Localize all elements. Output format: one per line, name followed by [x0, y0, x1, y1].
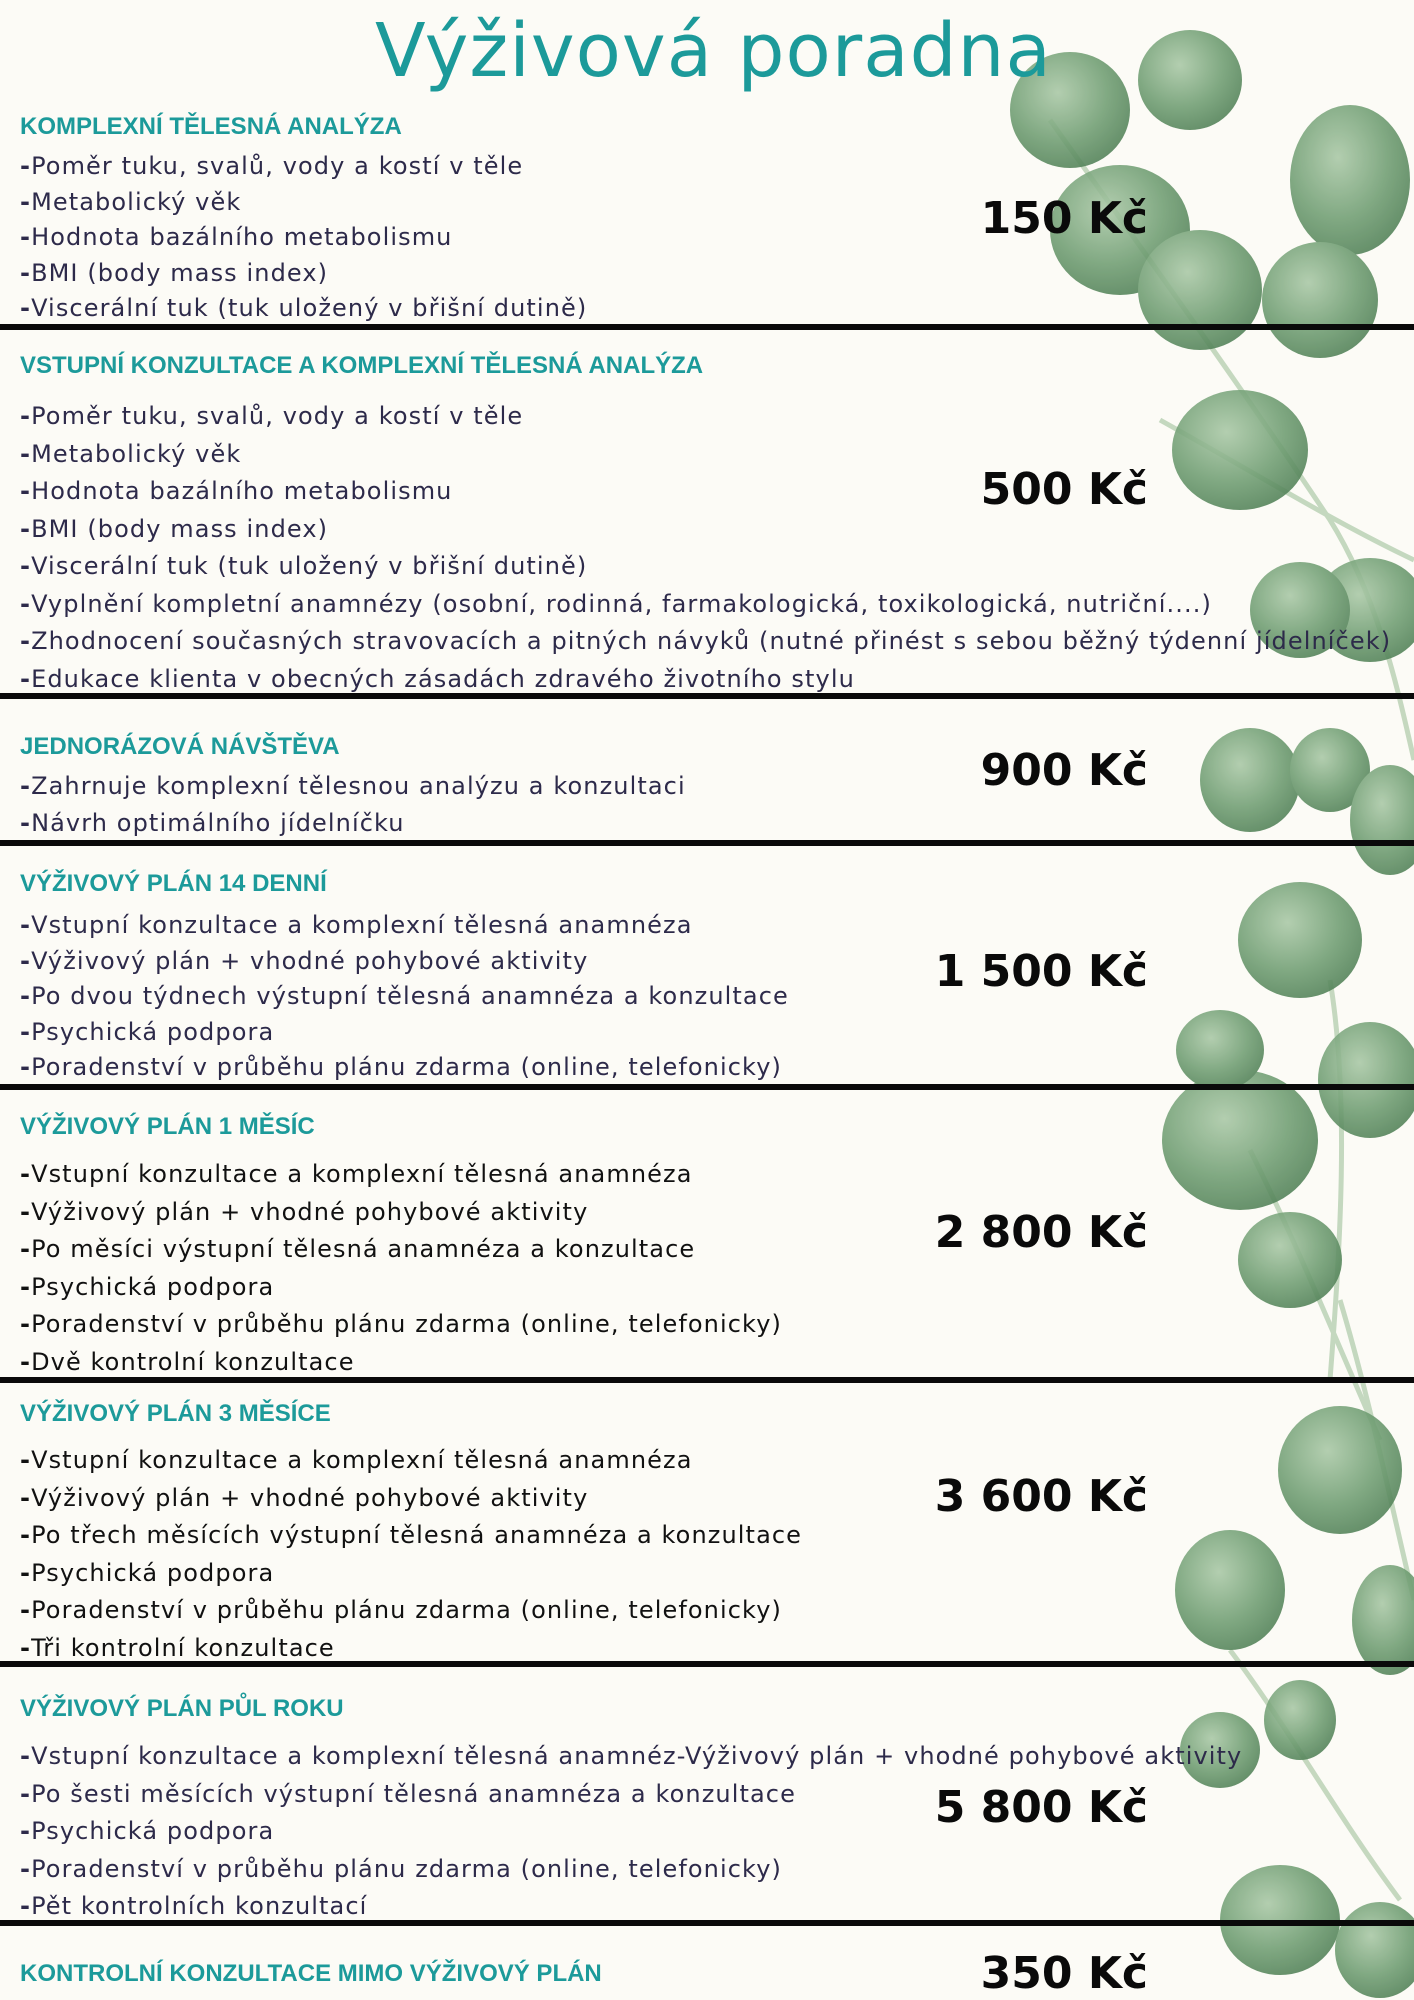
service-item: -Tři kontrolní konzultace — [20, 1633, 335, 1662]
section-divider — [0, 693, 1414, 699]
service-item: -Dvě kontrolní konzultace — [20, 1347, 355, 1376]
service-item: -Psychická podpora — [20, 1017, 275, 1046]
section-divider — [0, 1084, 1414, 1090]
service-items — [20, 1442, 802, 1667]
service-item: -Vstupní konzultace a komplexní tělesná anamnéza — [20, 1446, 693, 1474]
section-divider — [0, 324, 1414, 330]
service-item: -Metabolický věk — [20, 439, 242, 468]
service-item: -Po šesti měsících výstupní tělesná anamnéza a konzultace — [20, 1779, 796, 1808]
service-item: -Vyplnění kompletní anamnézy (osobní, rodinná, farmakologická, toxikologická, nutriční....) — [20, 589, 1212, 618]
service-item: -Poměr tuku, svalů, vody a kostí v těle — [20, 402, 524, 430]
service-items — [20, 768, 686, 842]
service-item: -Výživový plán + vhodné pohybové aktivity — [20, 1197, 589, 1226]
service-item: -Vstupní konzultace a komplexní tělesná anamnéza — [20, 911, 693, 939]
price-label: 900 Kč — [980, 745, 1148, 796]
price-label: 150 Kč — [980, 193, 1148, 244]
service-item: -Vstupní konzultace a komplexní tělesná anamnéza — [20, 1160, 693, 1188]
service-item: -Výživový plán + vhodné pohybové aktivity — [20, 1483, 589, 1512]
service-item: -Zahrnuje komplexní tělesnou analýzu a konzultaci — [20, 772, 686, 800]
service-items — [20, 149, 587, 327]
section-divider — [0, 1920, 1414, 1926]
service-item: -Poradenství v průběhu plánu zdarma (online, telefonicky) — [20, 1310, 782, 1338]
service-item: -Po dvou týdnech výstupní tělesná anamnéza a konzultace — [20, 982, 789, 1010]
service-items — [20, 908, 789, 1086]
service-item: -Poradenství v průběhu plánu zdarma (online, telefonicky) — [20, 1053, 782, 1081]
service-item: -Výživový plán + vhodné pohybové aktivity — [20, 946, 589, 975]
price-label: 3 600 Kč — [934, 1471, 1148, 1522]
service-item: -BMI (body mass index) — [20, 514, 329, 543]
service-item: -Vstupní konzultace a komplexní tělesná anamnéz-Výživový plán + vhodné pohybové aktivity — [20, 1742, 1243, 1770]
service-item: -Návrh optimálního jídelníčku — [20, 809, 405, 837]
price-label: 350 Kč — [980, 1948, 1148, 1999]
section-title: KONTROLNÍ KONZULTACE MIMO VÝŽIVOVÝ PLÁN — [20, 1960, 602, 1987]
service-item: -Viscerální tuk (tuk uložený v břišní dutině) — [20, 294, 588, 322]
service-items — [20, 1156, 782, 1381]
service-item: -Metabolický věk — [20, 187, 242, 216]
page-title: Výživová poradna — [375, 8, 1052, 94]
service-item: -Po třech měsících výstupní tělesná anamnéza a konzultace — [20, 1521, 803, 1549]
service-item: -Psychická podpora — [20, 1558, 275, 1587]
service-item: -Hodnota bazálního metabolismu — [20, 477, 453, 505]
section-divider — [0, 1661, 1414, 1667]
section-title: VSTUPNÍ KONZULTACE A KOMPLEXNÍ TĚLESNÁ ANALÝZA — [20, 352, 704, 379]
section-title: VÝŽIVOVÝ PLÁN PŮL ROKU — [20, 1695, 344, 1722]
section-title: VÝŽIVOVÝ PLÁN 14 DENNÍ — [20, 870, 327, 897]
service-item: -Pět kontrolních konzultací — [20, 1892, 368, 1920]
section-title: JEDNORÁZOVÁ NÁVŠTĚVA — [20, 733, 340, 760]
service-item: -Psychická podpora — [20, 1272, 275, 1301]
service-item: -Zhodnocení současných stravovacích a pitných návyků (nutné přinést s sebou běžný týdenní jídelníček) — [20, 627, 1392, 655]
service-item: -Viscerální tuk (tuk uložený v břišní dutině) — [20, 552, 588, 580]
section-title: VÝŽIVOVÝ PLÁN 1 MĚSÍC — [20, 1113, 315, 1140]
service-item: -Poměr tuku, svalů, vody a kostí v těle — [20, 152, 524, 180]
section-title: KOMPLEXNÍ TĚLESNÁ ANALÝZA — [20, 113, 402, 140]
service-item: -Psychická podpora — [20, 1817, 275, 1845]
service-item: -Poradenství v průběhu plánu zdarma (online, telefonicky) — [20, 1596, 782, 1624]
service-items — [20, 398, 1391, 698]
price-label: 500 Kč — [980, 464, 1148, 515]
section-title: VÝŽIVOVÝ PLÁN 3 MĚSÍCE — [20, 1400, 331, 1427]
service-item: -BMI (body mass index) — [20, 258, 329, 287]
service-item: -Poradenství v průběhu plánu zdarma (online, telefonicky) — [20, 1854, 782, 1883]
price-label: 1 500 Kč — [934, 946, 1148, 997]
section-divider — [0, 840, 1414, 846]
service-item: -Po měsíci výstupní tělesná anamnéza a konzultace — [20, 1235, 696, 1263]
price-label: 5 800 Kč — [934, 1782, 1148, 1833]
section-divider — [0, 1377, 1414, 1383]
service-item: -Hodnota bazálního metabolismu — [20, 223, 453, 251]
price-label: 2 800 Kč — [934, 1207, 1148, 1258]
service-item: -Edukace klienta v obecných zásadách zdravého životního stylu — [20, 664, 855, 693]
